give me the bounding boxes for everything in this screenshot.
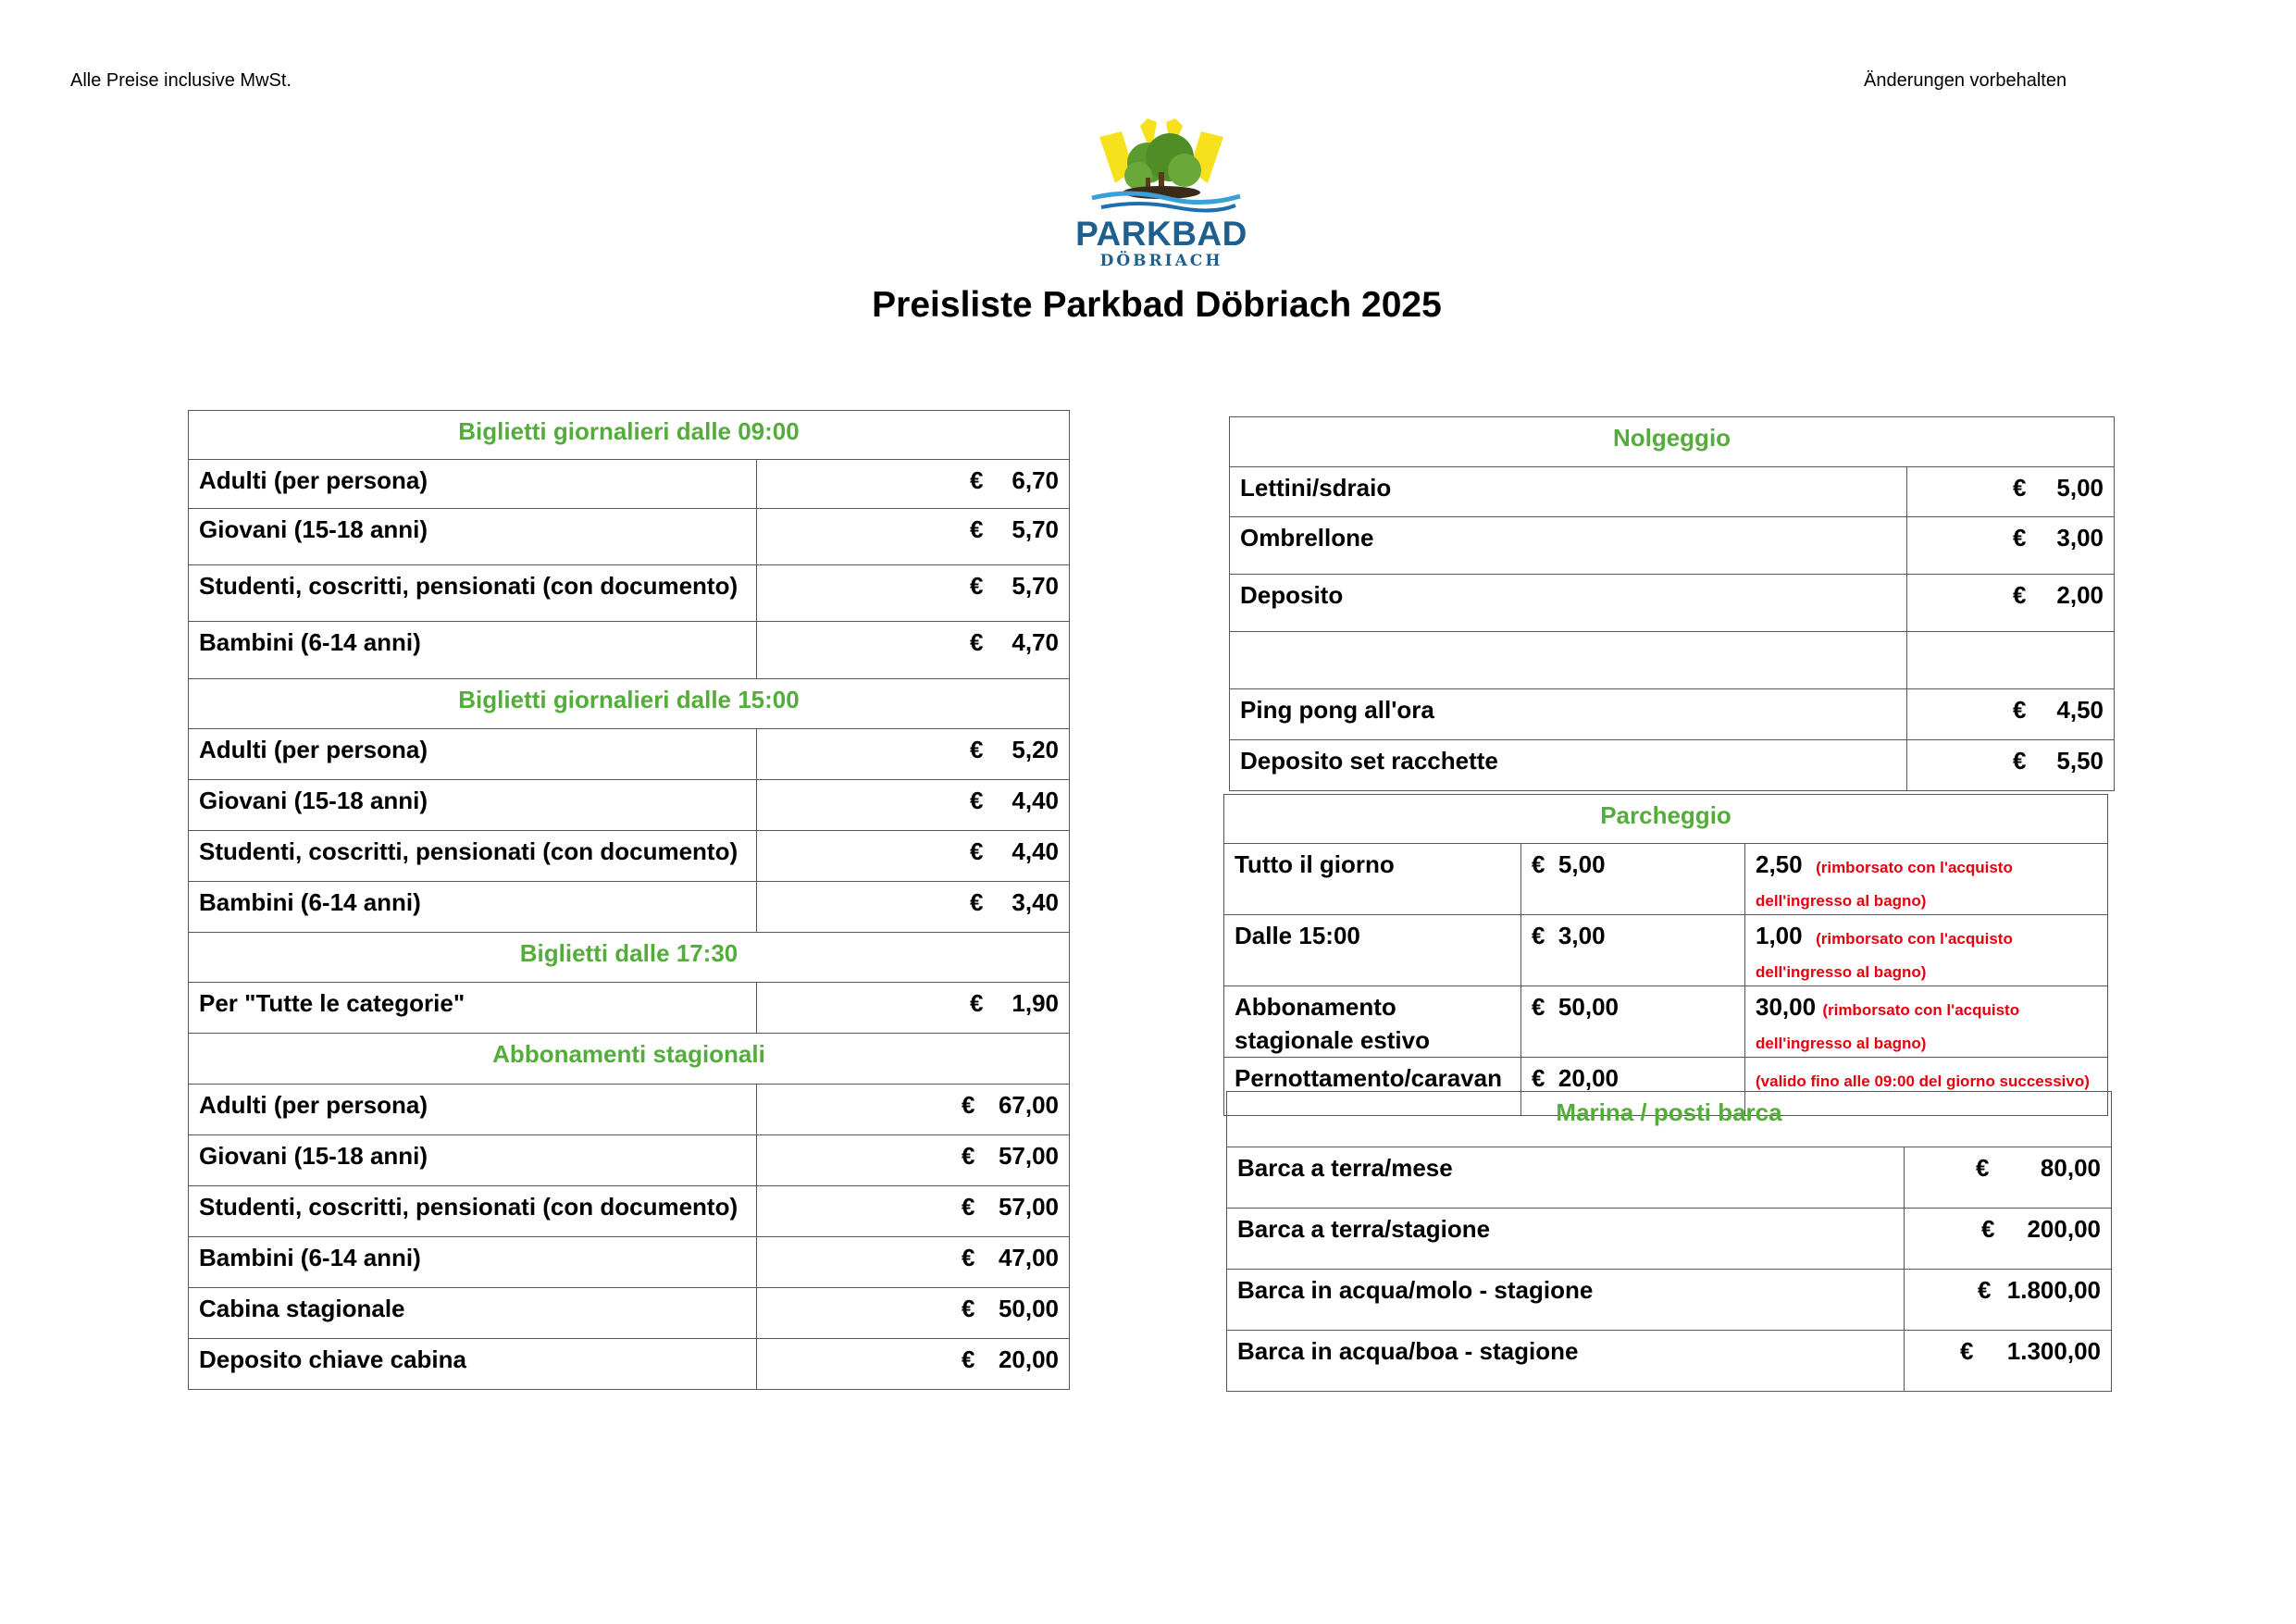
refund-note: (rimborsato con l'acquisto dell'ingresso al bagno) (1756, 859, 2013, 910)
row-label: Barca a terra/stagione (1227, 1209, 1905, 1270)
rental-price-table (1229, 416, 2115, 791)
price: 1.800,00 (2006, 1276, 2101, 1304)
currency: € (962, 1091, 975, 1119)
price: 2,00 (2056, 581, 2104, 609)
currency: € (970, 888, 984, 916)
currency: € (1960, 1337, 1974, 1365)
currency: € (962, 1244, 975, 1271)
row-label: Studenti, coscritti, pensionati (con documento) (189, 1186, 757, 1237)
table-row (1230, 575, 2115, 632)
table-row (189, 882, 1070, 933)
row-label: Bambini (6-14 anni) (189, 1237, 757, 1288)
row-label: Studenti, coscritti, pensionati (con documento) (189, 831, 757, 882)
section-heading: Parcheggio (1224, 795, 2108, 844)
currency: € (970, 989, 984, 1017)
row-label: Cabina stagionale (189, 1288, 757, 1339)
price: 50,00 (998, 1295, 1060, 1322)
row-label: Giovani (15-18 anni) (189, 1135, 757, 1186)
row-label: Barca in acqua/molo - stagione (1227, 1270, 1905, 1331)
section-heading: Nolgeggio (1230, 417, 2115, 467)
refund-price: 30,00 (1756, 993, 1817, 1021)
table-row (189, 460, 1070, 509)
currency: € (1978, 1276, 1992, 1304)
table-row (189, 729, 1070, 780)
price: 47,00 (998, 1244, 1060, 1271)
price: 57,00 (998, 1142, 1060, 1170)
changes-note: Änderungen vorbehalten (1864, 70, 2067, 91)
currency: € (962, 1142, 975, 1170)
row-label: Ombrellone (1230, 517, 1907, 575)
row-label: Bambini (6-14 anni) (189, 882, 757, 933)
currency: € (2013, 696, 2027, 724)
table-row (189, 1186, 1070, 1237)
row-label: Adulti (per persona) (189, 460, 757, 509)
row-label: Tutto il giorno (1224, 844, 1521, 915)
currency: € (970, 837, 984, 865)
row-label: Per "Tutte le categorie" (189, 983, 757, 1034)
logo-emblem (1074, 117, 1249, 218)
section-heading: Biglietti giornalieri dalle 15:00 (189, 679, 1070, 729)
table-row (189, 780, 1070, 831)
currency: € (1976, 1154, 1990, 1182)
currency: € (1981, 1215, 1995, 1243)
price: 3,00 (2056, 524, 2104, 552)
currency: € (970, 736, 984, 763)
table-row (1224, 844, 2108, 915)
price: 6,70 (1011, 466, 1060, 494)
currency: € (1532, 993, 1545, 1021)
section-heading: Abbonamenti stagionali (189, 1034, 1070, 1085)
row-label: Barca a terra/mese (1227, 1147, 1905, 1209)
row-label: Deposito chiave cabina (189, 1339, 757, 1390)
currency: € (970, 515, 984, 543)
price: 50,00 (1558, 993, 1619, 1021)
price: 20,00 (998, 1345, 1060, 1373)
parking-price-table (1223, 794, 2108, 1116)
table-row (1224, 986, 2108, 1058)
table-row (1227, 1209, 2112, 1270)
section-heading: Biglietti giornalieri dalle 09:00 (189, 411, 1070, 460)
price: 200,00 (2027, 1215, 2101, 1243)
row-label: Ping pong all'ora (1230, 689, 1907, 740)
table-row (189, 1339, 1070, 1390)
price: 80,00 (2040, 1154, 2101, 1182)
currency: € (970, 466, 984, 494)
refund-price: 2,50 (1756, 850, 1803, 878)
table-row (189, 622, 1070, 679)
price: 4,40 (1011, 787, 1060, 814)
row-label: Giovani (15-18 anni) (189, 780, 757, 831)
table-row (1230, 467, 2115, 517)
currency: € (2013, 581, 2027, 609)
refund-note: (rimborsato con l'acquisto dell'ingresso al bagno) (1756, 930, 2013, 981)
table-row (1227, 1147, 2112, 1209)
row-label: Giovani (15-18 anni) (189, 509, 757, 565)
table-row (189, 983, 1070, 1034)
price: 1.300,00 (2006, 1337, 2101, 1365)
price: 3,00 (1558, 922, 1606, 949)
price: 5,70 (1011, 515, 1060, 543)
price: 67,00 (998, 1091, 1060, 1119)
price: 20,00 (1558, 1064, 1619, 1092)
currency: € (2013, 474, 2027, 502)
currency: € (2013, 747, 2027, 775)
section-heading: Marina / posti barca (1227, 1092, 2112, 1147)
table-row (1230, 517, 2115, 575)
row-label: Deposito set racchette (1230, 740, 1907, 791)
logo-wordmark: PARKBAD (1075, 215, 1247, 253)
table-row (1227, 1270, 2112, 1331)
currency: € (962, 1193, 975, 1221)
table-row (1230, 632, 2115, 689)
currency: € (962, 1345, 975, 1373)
currency: € (970, 628, 984, 656)
price: 5,00 (1558, 850, 1606, 878)
table-row (189, 1288, 1070, 1339)
price: 5,70 (1011, 572, 1060, 600)
table-row (189, 509, 1070, 565)
price: 4,40 (1011, 837, 1060, 865)
table-row (1230, 740, 2115, 791)
price: 4,70 (1011, 628, 1060, 656)
price: 57,00 (998, 1193, 1060, 1221)
row-label: Adulti (per persona) (189, 729, 757, 780)
currency: € (2013, 524, 2027, 552)
table-row (1227, 1331, 2112, 1392)
table-row (189, 831, 1070, 882)
table-row (189, 1237, 1070, 1288)
section-heading: Biglietti dalle 17:30 (189, 933, 1070, 983)
row-label: Dalle 15:00 (1224, 915, 1521, 986)
price: 5,50 (2056, 747, 2104, 775)
row-label: Abbonamento stagionale estivo (1224, 986, 1521, 1058)
logo-place: DÖBRIACH (1099, 252, 1223, 270)
currency: € (1532, 850, 1545, 878)
currency: € (962, 1295, 975, 1322)
validity-note: (valido fino alle 09:00 del giorno successivo) (1756, 1072, 2090, 1090)
currency: € (970, 787, 984, 814)
price: 1,90 (1011, 989, 1060, 1017)
vat-note: Alle Preise inclusive MwSt. (70, 70, 292, 91)
currency: € (1532, 1064, 1545, 1092)
table-row (1224, 915, 2108, 986)
price: 5,00 (2056, 474, 2104, 502)
row-label: Deposito (1230, 575, 1907, 632)
row-label: Bambini (6-14 anni) (189, 622, 757, 679)
parkbad-logo (1074, 117, 1249, 272)
refund-note: (rimborsato con l'acquisto dell'ingresso al bagno) (1756, 1001, 2020, 1052)
table-row (189, 1085, 1070, 1135)
row-label: Pernottamento/caravan (1224, 1058, 1521, 1116)
refund-price: 1,00 (1756, 922, 1803, 949)
row-label: Adulti (per persona) (189, 1085, 757, 1135)
table-row (189, 1135, 1070, 1186)
currency: € (1532, 922, 1545, 949)
row-label: Lettini/sdraio (1230, 467, 1907, 517)
currency: € (970, 572, 984, 600)
price: 4,50 (2056, 696, 2104, 724)
row-label: Studenti, coscritti, pensionati (con documento) (189, 565, 757, 622)
price: 3,40 (1011, 888, 1060, 916)
table-row (189, 565, 1070, 622)
price: 5,20 (1011, 736, 1060, 763)
page-title: Preisliste Parkbad Döbriach 2025 (872, 285, 1442, 325)
row-label (1230, 632, 1907, 689)
table-row (1230, 689, 2115, 740)
row-label: Barca in acqua/boa - stagione (1227, 1331, 1905, 1392)
marina-price-table (1226, 1091, 2112, 1392)
admission-price-table (188, 410, 1070, 1390)
